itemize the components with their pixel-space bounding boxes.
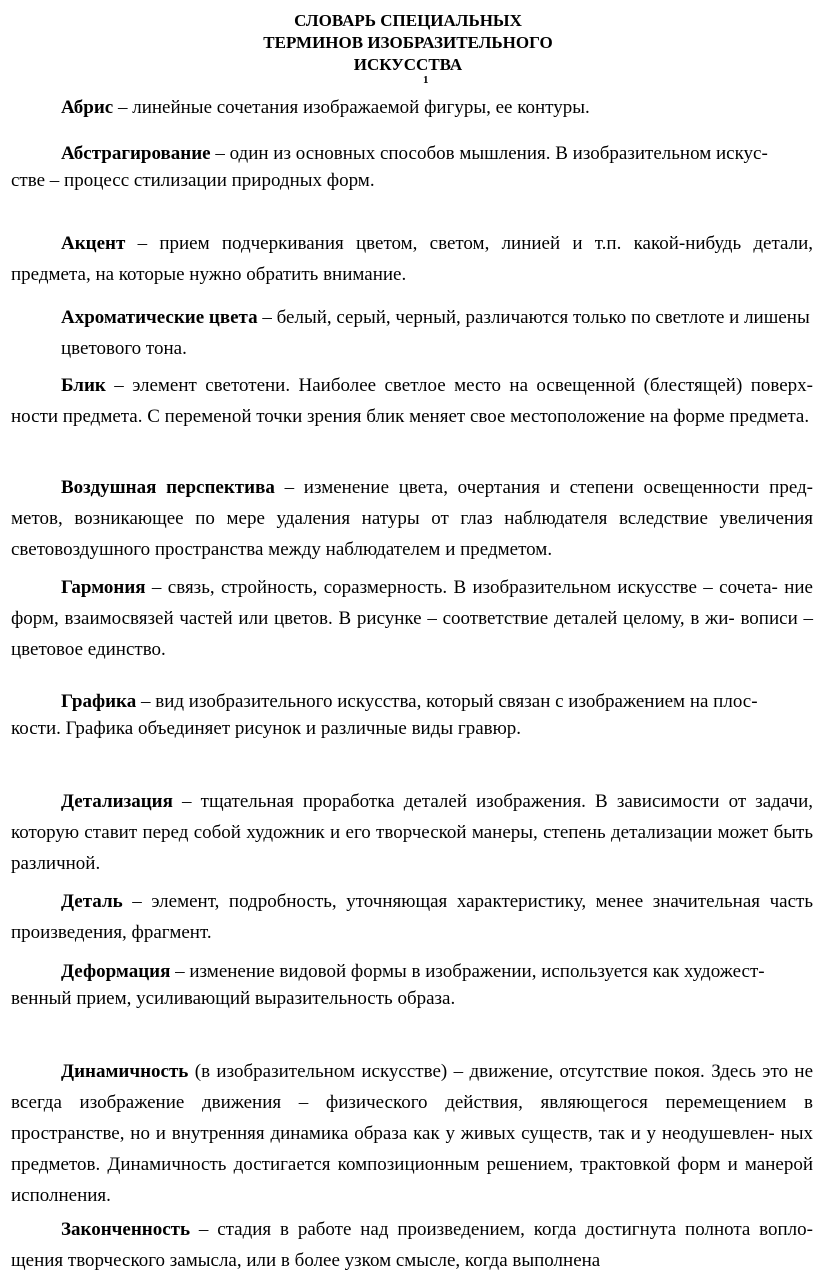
- entry-definition: – прием подчеркивания цветом, светом, линией и т.п. какой-нибудь детали, предмета, на которые нужно обратить внимание.: [11, 233, 813, 285]
- glossary-entry: [11, 140, 813, 195]
- entry-definition-continuation: кости. Графика объединяет рисунок и различные виды гравюр.: [11, 718, 522, 739]
- entry-definition: (в изобразительном искусстве) – движение, отсутствие покоя. Здесь это не всегда изображение движения – физического действия, являющегося перемещением в пространстве, но и внутренняя динамика образа как у живых существ, так и у неодушевлен- ных предметов. Динамичность достигается композиционным решением, трактовкой форм и манерой исполнения.: [11, 1061, 813, 1206]
- entry-term: Абрис: [61, 97, 114, 118]
- entry-term: Динамичность: [61, 1061, 189, 1082]
- glossary-entry: [11, 472, 813, 565]
- entry-term: Блик: [61, 375, 106, 396]
- entry-definition: – вид изобразительного искусства, который связан с изображением на плос-: [136, 691, 758, 712]
- entry-term: Акцент: [61, 233, 126, 254]
- entry-term: Законченность: [61, 1219, 191, 1240]
- entry-definition: – белый, серый, черный, различаются только по светлоте и лишены цветового тона.: [61, 307, 810, 359]
- glossary-entry: [11, 228, 813, 290]
- entry-definition: – линейные сочетания изображаемой фигуры, ее контуры.: [113, 97, 590, 118]
- entry-term: Гармония: [61, 577, 146, 598]
- entry-definition: – один из основных способов мышления. В изобразительном искус-: [210, 143, 768, 164]
- glossary-entry: [11, 886, 813, 948]
- entry-term: Воздушная перспектива: [61, 477, 275, 498]
- page-number: 1: [423, 74, 429, 86]
- entry-term: Ахроматические цвета: [61, 307, 258, 328]
- entry-term: Абстрагирование: [61, 143, 211, 164]
- entry-definition: – тщательная проработка деталей изображения. В зависимости от задачи, которую ставит перед собой художник и его творческой манеры, степень детализации может быть различной.: [11, 791, 813, 874]
- title-line-1: СЛОВАРЬ СПЕЦИАЛЬНЫХ: [294, 11, 522, 30]
- glossary-entry: [11, 1056, 813, 1211]
- glossary-entry: [11, 302, 813, 364]
- entry-definition: – элемент, подробность, уточняющая характеристику, менее значительная часть произведения, фрагмент.: [11, 891, 813, 943]
- entry-definition: – изменение видовой формы в изображении, используется как художест-: [170, 961, 765, 982]
- entry-definition: – изменение цвета, очертания и степени освещенности пред- метов, возникающее по мере удаления натуры от глаз наблюдателя вследствие увеличения световоздушного пространства между наблюдателем и предметом.: [11, 477, 813, 560]
- entry-term: Графика: [61, 691, 137, 712]
- glossary-entry: [11, 786, 813, 879]
- glossary-entry: [11, 958, 813, 1013]
- entry-definition-continuation: стве – процесс стилизации природных форм.: [11, 170, 375, 191]
- entry-definition: – стадия в работе над произведением, когда достигнута полнота вопло- щения творческого замысла, или в более узком смысле, когда выполнена: [11, 1219, 813, 1271]
- title-line-3: ИСКУССТВА: [353, 55, 463, 74]
- title-line-2: ТЕРМИНОВ ИЗОБРАЗИТЕЛЬНОГО: [263, 33, 553, 52]
- glossary-entry: [11, 1214, 813, 1276]
- entry-definition-continuation: венный прием, усиливающий выразительность образа.: [11, 988, 456, 1009]
- glossary-entry: [11, 688, 813, 743]
- glossary-entry: [11, 370, 813, 432]
- entry-term: Детализация: [61, 791, 173, 812]
- entry-definition: – элемент светотени. Наиболее светлое место на освещенной (блестящей) поверх- ности предмета. С переменой точки зрения блик меняет свое местоположение на форме предмета.: [11, 375, 813, 427]
- glossary-entry: [11, 92, 813, 123]
- glossary-entry: [11, 572, 813, 665]
- entry-term: Деталь: [61, 891, 123, 912]
- document-title: [0, 10, 816, 76]
- entry-definition: – связь, стройность, соразмерность. В изобразительном искусстве – сочета- ние форм, взаимосвязей частей или цветов. В рисунке – соответствие деталей целому, в жи- вописи – цветовое единство.: [11, 577, 813, 660]
- entry-term: Деформация: [61, 961, 171, 982]
